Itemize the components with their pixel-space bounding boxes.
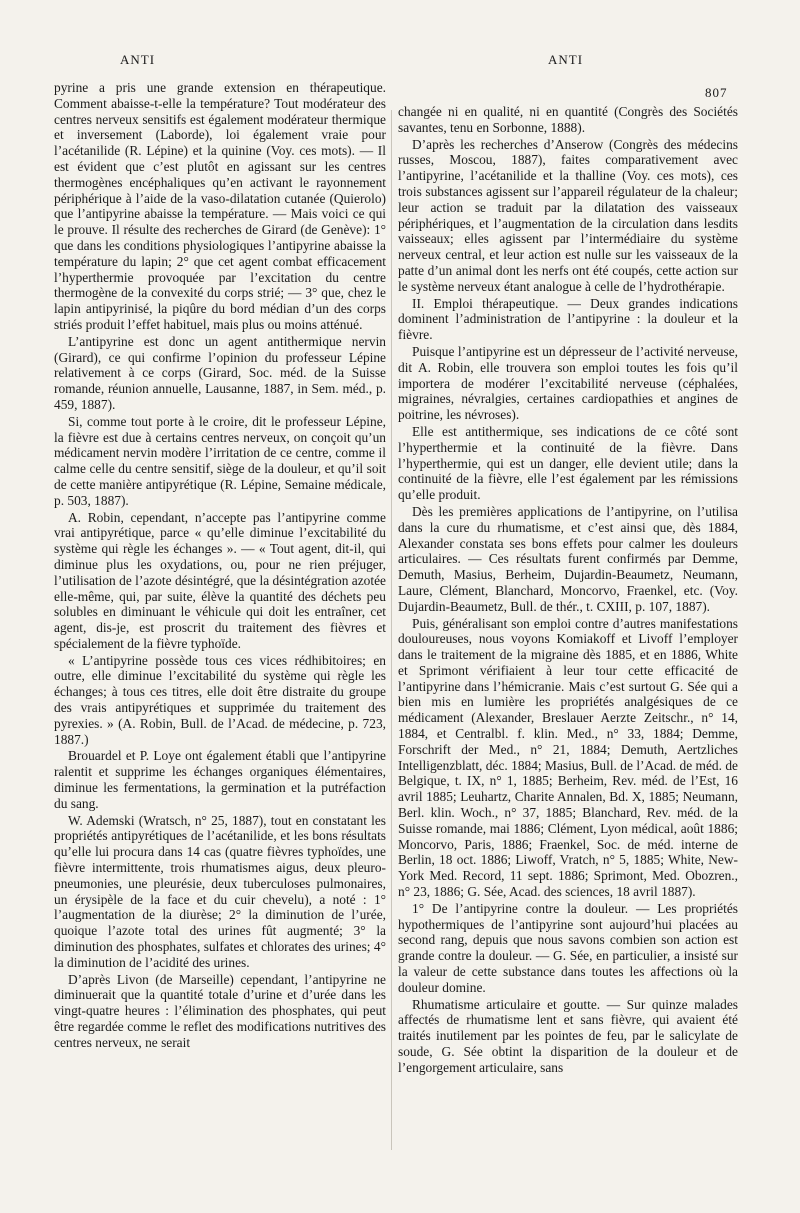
paragraph: Si, comme tout porte à le croire, dit le professeur Lépine, la fièvre est due à certains centres nerveux, on conçoit qu’un médicament nervin modère l’irritation de ce centre, comme il calme celle du centre sensitif, siège de la douleur, et qu’il soit de cette manière antipyrétique (R. Lépine, Semaine médicale, p. 503, 1887). xyxy=(54,413,386,508)
left-column xyxy=(54,80,386,1052)
paragraph: pyrine a pris une grande extension en thérapeutique. Comment abaisse-t-elle la température? Tout modérateur des centres nerveux sensitifs est également modérateur thermique et inversement (Laborde), loi également vraie pour l’acétanilide (R. Lépine) et la quinine (Voy. ces mots). — Il est évident que c’est plutôt en agissant sur les centres thermogènes encéphaliques qu’en activant le rayonnement périphérique à l’aide de la vaso-dilatation cutanée (Quierolo) que l’antipyrine abaisse la température. — Mais voici ce qui le prouve. Il résulte des recherches de Girard (de Genève): 1° que dans les conditions physiologiques l’antipyrine abaisse la température du lapin; 2° que cet agent combat efficacement l’hyperthermie provoquée par l’excitation du centre thermogène de la convexité du corps strié; — 3° que, chez le lapin antipyrinisé, la piqûre du bord médian d’un des corps striés produit l’effet habituel, mais plus ou moins atténué. xyxy=(54,80,386,332)
paragraph: D’après les recherches d’Anserow (Congrès des médecins russes, Moscou, 1887), faites comparativement avec l’antipyrine, l’acétanilide et la thalline (Voy. ces mots), ces trois substances agissent sur l’appareil régulateur de la chaleur; leur action se traduit par la dilatation des vaisseaux périphériques, et l’augmentation de la circulation dans lesdits vaisseaux; elles agissent par l’intermédiaire du système nerveux central, et leur action est nulle sur les vaisseaux de la patte d’un animal dont les nerfs ont été coupés, cette action sur le système nerveux étant analogue à celle de l’hydrothérapie. xyxy=(398,136,738,294)
page-number: 807 xyxy=(705,85,728,100)
paragraph: Puis, généralisant son emploi contre d’autres manifestations douloureuses, nous voyons Komiakoff et Livoff l’employer dans le traitement de la migraine dès 1885, et en 1886, White et Sprimont vérifiaient à leur tour cette efficacité de l’antipyrine dans l’hémicranie. Mais c’est surtout G. Sée qui a bien mis en lumière les propriétés analgésiques de ce médicament (Alexander, Breslauer Aerzte Zeitschr., n° 14, 1884, et Centralbl. f. klin. Med., n° 33, 1884; Demme, Forschrift der Med., n° 21, 1884; Demuth, Aertzliches Intelligenzblatt, déc. 1884; Masius, Bull. de l’Acad. de méd. de Belgique, t. IX, n° 1, 1885; Berheim, Rev. méd. de l’Est, 16 avril 1885; Leuhartz, Charite Annalen, Bd. X, 1885; Neumann, Berl. klin. Woch., n° 37, 1885; Blanchard, Rev. méd. de la Suisse romande, mai 1886; Clément, Lyon médical, août 1886; Moncorvo, Paris, 1886; Fraenkel, Soc. de méd. interne de Berlin, 18 oct. 1886; Liwoff, Vratch, n° 5, 1885; White, New-York Med. Record, 11 sept. 1886; Sprimont, Med. Obozren., n° 23, 1886; G. Sée, Acad. des sciences, 18 avril 1887). xyxy=(398,615,738,900)
right-column xyxy=(398,104,738,1077)
paragraph: 1° De l’antipyrine contre la douleur. — Les propriétés hypothermiques de l’antipyrine sont aujourd’hui placées au second rang, depuis que nous savons combien son action est grande contre la douleur. — G. Sée, en particulier, a insisté sur la valeur de cette substance dans toutes les affections où la douleur domine. xyxy=(398,900,738,995)
paragraph: Puisque l’antipyrine est un dépresseur de l’activité nerveuse, dit A. Robin, elle trouvera son emploi toutes les fois qu’il importera de modérer l’excitabilité nerveuse (céphalées, migraines, névralgies, certaines cardiopathies et angines de poitrine, les névroses). xyxy=(398,343,738,423)
paragraph: Rhumatisme articulaire et goutte. — Sur quinze malades affectés de rhumatisme lent et sans fièvre, qui avaient été traités inutilement par les pointes de feu, par le salicylate de soude, G. Sée obtint la disparition de la douleur et de l’engorgement articulaire, sans xyxy=(398,996,738,1075)
paragraph: Brouardel et P. Loye ont également établi que l’antipyrine ralentit et supprime les échanges organiques élémentaires, diminue les fermentations, la germination et la putréfaction du sang. xyxy=(54,748,386,811)
running-head-left: ANTI xyxy=(120,52,156,67)
running-head-right: ANTI xyxy=(548,52,584,67)
paragraph: Dès les premières applications de l’antipyrine, on l’utilisa dans la cure du rhumatisme, et c’est ainsi que, dès 1884, Alexander constata ses bons effets pour calmer les douleurs articulaires. — Ces résultats furent confirmés par Demme, Demuth, Masius, Berheim, Dujardin-Beaumetz, Neumann, Laure, Clément, Blanchard, Moncorvo, Fraenkel, etc. (Voy. Dujardin-Beaumetz, Bull. de thér., t. CXIII, p. 107, 1887). xyxy=(398,503,738,614)
paragraph: changée ni en qualité, ni en quantité (Congrès des Sociétés savantes, tenu en Sorbonne, 1888). xyxy=(398,104,738,135)
paragraph: A. Robin, cependant, n’accepte pas l’antipyrine comme vrai antipyrétique, parce « qu’elle diminue l’excitabilité du système qui règle les échanges ». — « Tout agent, dit-il, qui diminue plus les oxydations, ou, pour ne rien préjuger, l’utilisation de l’azote désintégré, que la désintégration azotée elle-même, qui, par suite, élève la quantité des déchets peu solubles en diminuant le véhicule qui doit les entraîner, cet agent, dis-je, est proscrit du traitement des fièvres et spécialement de la fièvre typhoïde. xyxy=(54,509,386,651)
paragraph: L’antipyrine est donc un agent antithermique nervin (Girard), ce qui confirme l’opinion du professeur Lépine relativement à ce corps (Girard, Soc. méd. de la Suisse romande, réunion annuelle, Lausanne, 1887, in Sem. méd., p. 459, 1887). xyxy=(54,333,386,412)
column-divider xyxy=(391,110,392,1150)
paragraph: W. Ademski (Wratsch, n° 25, 1887), tout en constatant les propriétés antipyrétiques de l’acétanilide, et les bons résultats qu’elle lui procura dans 14 cas (quatre fièvres typhoïdes, une fièvre intermittente, trois rhumatismes aigus, deux pleuro-pneumonies, une pleurésie, deux tuberculoses pulmonaires, un érysipèle de la face et du cuir chevelu), a noté : 1° l’augmentation de la diurèse; 2° la diminution de l’urée, quoique l’azote total des urines fût augmenté; 3° la diminution des phosphates, sulfates et chlorates des urines; 4° la diminution de l’acidité des urines. xyxy=(54,812,386,970)
paragraph: « L’antipyrine possède tous ces vices rédhibitoires; en outre, elle diminue l’excitabilité du système qui règle les échanges; à tous ces titres, elle doit être distraite du groupe des vrais antipyrétiques et supprimée du traitement des pyrexies. » (A. Robin, Bull. de l’Acad. de médecine, p. 723, 1887.) xyxy=(54,652,386,747)
paragraph: Elle est antithermique, ses indications de ce côté sont l’hyperthermie et la continuité de la fièvre. Dans l’hyperthermie, qui est un danger, elle devient utile; dans la continuité de la fièvre, elle l’est également par les rémissions qu’elle produit. xyxy=(398,423,738,503)
section-heading-paragraph: II. Emploi thérapeutique. — Deux grandes indications dominent l’administration de l’antipyrine : la douleur et la fièvre. xyxy=(398,295,738,343)
paragraph: D’après Livon (de Marseille) cependant, l’antipyrine ne diminuerait que la quantité totale d’urine et d’urée dans les vingt-quatre heures : l’élimination des phosphates, qui peut être regardée comme le reflet des modifications nutritives des centres nerveux, ne serait xyxy=(54,971,386,1050)
